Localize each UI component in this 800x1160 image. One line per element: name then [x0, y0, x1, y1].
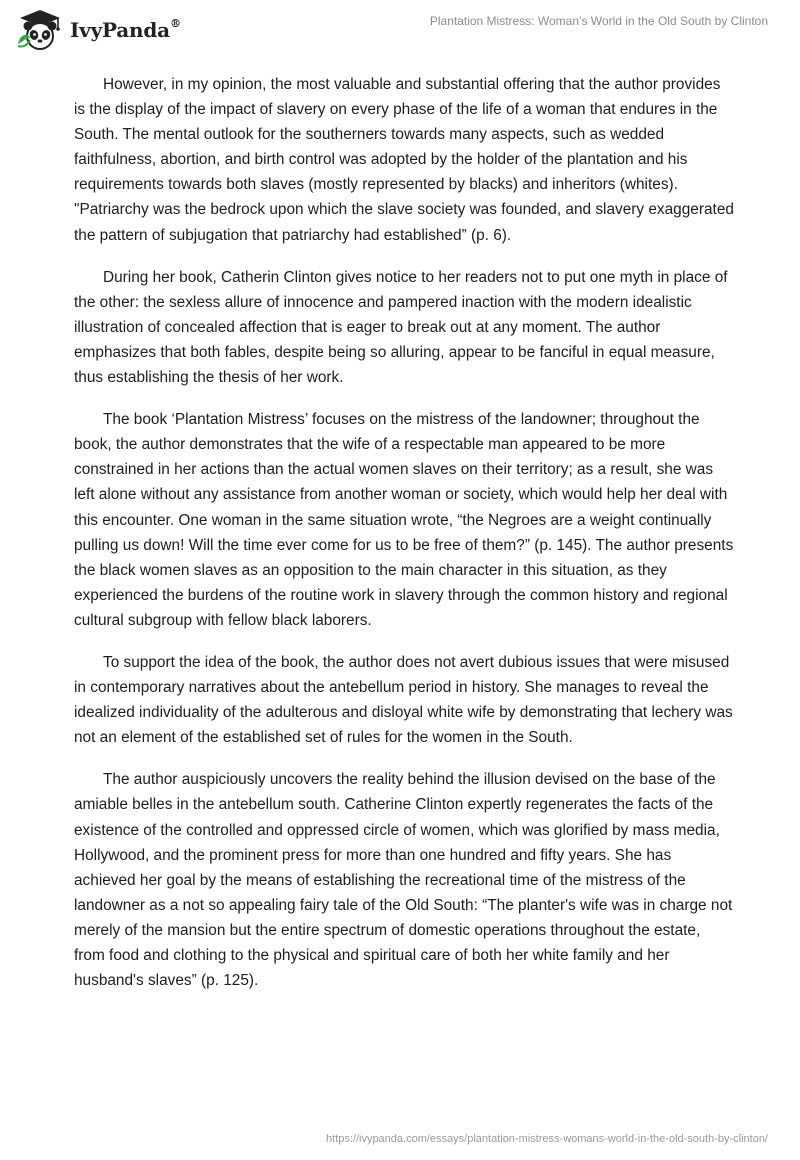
brand-logo[interactable] [14, 8, 181, 52]
page-header [0, 0, 800, 60]
paragraph: During her book, Catherin Clinton gives notice to her readers not to put one myth in place of the other: the sexless allure of innocence and pampered inaction with the modern idealistic illustration of concealed affection that is eager to break out at any moment. The author emphasizes that both fables, despite being so alluring, appear to be fanciful in equal measure, thus establishing the thesis of her work. [74, 268, 728, 387]
source-url[interactable]: https://ivypanda.com/essays/plantation-mistress-womans-world-in-the-old-south-by-clinton/ [325, 1133, 768, 1145]
paragraph: However, in my opinion, the most valuable and substantial offering that the author provides is the display of the impact of slavery on every phase of the life of a woman that endures in the South. The mental outlook for the southerners towards many aspects, such as wedded faithfulness, abortion, and birth control was adopted by the holder of the plantation and his requirements towards both slaves (mostly represented by blacks) and inheritors (whites). "Patriarchy was the bedrock upon which the slave society was founded, and slavery exaggerated the pattern of subjugation that patriarchy had established” (p. 6). [74, 76, 734, 244]
panda-graduate-icon [14, 8, 66, 52]
paragraph: The book ‘Plantation Mistress’ focuses on the mistress of the landowner; throughout the book, the author demonstrates that the wife of a respectable man appeared to be more constrained in her actions than the actual women slaves on their territory; as a result, she was left alone without any assistance from another woman or society, which would help her deal with this encounter. One woman in the same situation wrote, “the Negroes are a weight continually pulling us down! Will the time ever come for us to be free of them?” (p. 145). The author presents the black women slaves as an opposition to the main character in this situation, as they experienced the burdens of the routine work in slavery through the common history and regional cultural subgroup with fellow black laborers. [74, 411, 734, 629]
paragraph: The author auspiciously uncovers the reality behind the illusion devised on the base of the amiable belles in the antebellum south. Catherine Clinton expertly regenerates the facts of the existence of the controlled and oppressed circle of women, which was glorified by mass media, Hollywood, and the prominent press for more than one hundred and fifty years. She has achieved her goal by the means of establishing the recreational time of the mistress of the landowner as a not so appealing fairy tale of the Old South: “The planter's wife was in charge not merely of the mansion but the entire spectrum of domestic operations throughout the estate, from food and clothing to the physical and spiritual care of both her white family and her husband's slaves” (p. 125). [74, 771, 733, 990]
paragraph: To support the idea of the book, the author does not avert dubious issues that were misused in contemporary narratives about the antebellum period in history. She manages to reveal the idealized individuality of the adulterous and disloyal white wife by demonstrating that lechery was not an element of the established set of rules for the women in the South. [74, 653, 733, 747]
brand-name: IvyPanda® [70, 17, 181, 42]
document-title: Plantation Mistress: Woman’s World in the Old South by Clinton [429, 14, 768, 28]
essay-body [74, 72, 734, 1010]
